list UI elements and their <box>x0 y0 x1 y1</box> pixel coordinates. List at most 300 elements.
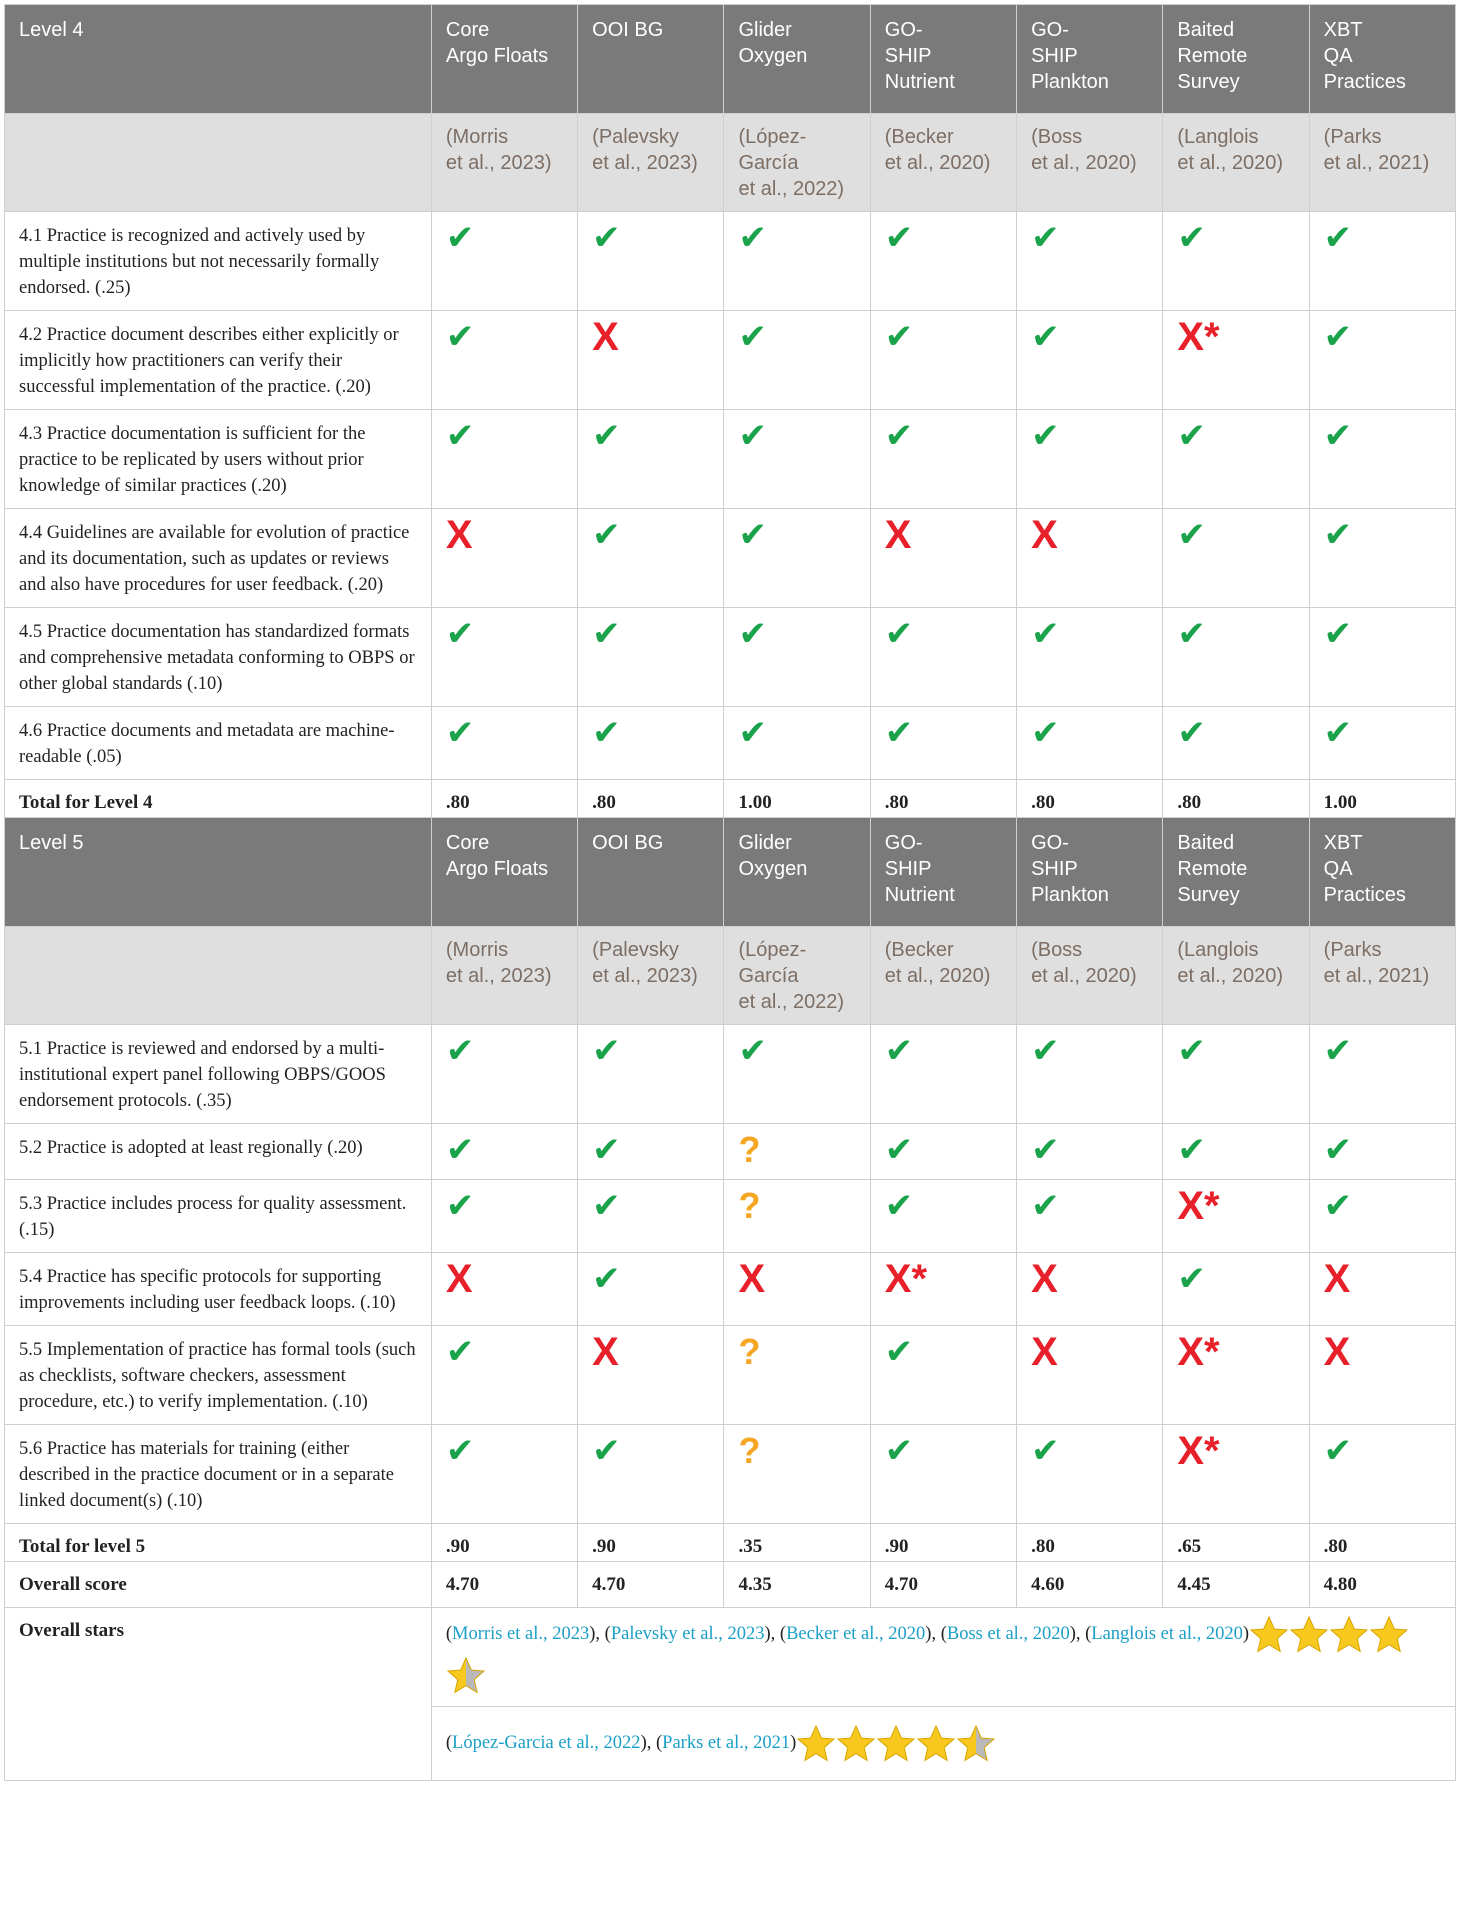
level5-title: Level 5 <box>5 818 432 927</box>
column-citation <box>1017 114 1163 212</box>
reference-link[interactable]: López-Garcia et al., 2022 <box>452 1733 641 1753</box>
criterion-mark-cell <box>724 410 870 509</box>
overall-score-value: 4.35 <box>724 1562 870 1608</box>
criterion-mark-cell <box>1309 410 1455 509</box>
column-citation <box>870 927 1016 1025</box>
check-icon: ✔ <box>445 1186 475 1226</box>
criterion-mark-cell <box>1163 1326 1309 1425</box>
criterion-mark-cell <box>431 707 577 780</box>
column-header <box>870 818 1016 927</box>
question-icon: ? <box>738 1331 761 1372</box>
column-citation <box>431 927 577 1025</box>
total-value: .80 <box>1163 780 1309 818</box>
check-icon: ✔ <box>1031 416 1060 456</box>
criterion-mark-cell <box>431 1326 577 1425</box>
citation-line: García <box>738 965 799 987</box>
column-header <box>1017 5 1163 114</box>
full-star-icon <box>796 1724 836 1764</box>
column-header <box>1017 818 1163 927</box>
check-icon: ✔ <box>884 416 914 456</box>
criterion-mark-cell <box>1017 1326 1163 1425</box>
full-star-icon <box>1369 1615 1409 1655</box>
cross-asterisk-icon: X* <box>1177 1429 1220 1473</box>
criterion-mark-cell <box>578 1180 724 1253</box>
check-icon: ✔ <box>884 1130 914 1170</box>
full-star-icon <box>1329 1615 1369 1655</box>
criterion-row <box>5 1326 1456 1425</box>
reference-link[interactable]: Boss et al., 2020 <box>946 1624 1070 1644</box>
check-icon: ✔ <box>1323 218 1353 258</box>
citation-blank <box>5 114 432 212</box>
check-icon: ✔ <box>1031 713 1060 753</box>
criterion-mark-cell <box>1163 1124 1309 1180</box>
column-header-line: Survey <box>1177 71 1240 93</box>
column-header-line: Oxygen <box>738 45 808 67</box>
check-icon: ✔ <box>1031 317 1060 357</box>
criterion-mark-cell <box>1309 1326 1455 1425</box>
check-icon: ✔ <box>884 218 914 258</box>
citation-line: et al., 2020) <box>1031 152 1137 174</box>
criterion-row <box>5 311 1456 410</box>
criterion-mark-cell <box>1309 1025 1455 1124</box>
criterion-mark-cell <box>431 1425 577 1524</box>
criterion-mark-cell <box>1309 1425 1455 1524</box>
overall-stars-label: Overall stars <box>5 1608 432 1781</box>
criterion-text: 5.3 Practice includes process for quality assessment. (.15) <box>5 1180 432 1253</box>
citation-line: et al., 2021) <box>1323 965 1430 987</box>
check-icon: ✔ <box>1031 218 1060 258</box>
column-header <box>1163 5 1309 114</box>
total-value: 1.00 <box>724 780 870 818</box>
full-star-icon <box>836 1724 876 1764</box>
criterion-mark-cell <box>578 509 724 608</box>
criterion-text: 4.6 Practice documents and metadata are machine-readable (.05) <box>5 707 432 780</box>
criterion-mark-cell <box>1163 509 1309 608</box>
criterion-mark-cell <box>1309 311 1455 410</box>
criterion-text: 5.5 Implementation of practice has formal tools (such as checklists, software checkers, assessment procedure, etc.) to verify implementation. (.10) <box>5 1326 432 1425</box>
citation-line: et al., 2023) <box>445 152 552 174</box>
citation-line: (Langlois <box>1177 939 1259 961</box>
overall-stars-row <box>5 1608 1456 1707</box>
column-citation <box>1163 114 1309 212</box>
check-icon: ✔ <box>1323 1431 1353 1471</box>
citation-line: (López- <box>738 939 807 961</box>
criterion-mark-cell <box>724 311 870 410</box>
criterion-mark-cell <box>870 1124 1016 1180</box>
full-star-icon <box>1289 1615 1329 1655</box>
column-header-line: QA <box>1323 858 1353 880</box>
criterion-mark-cell <box>431 1025 577 1124</box>
criterion-row <box>5 212 1456 311</box>
criterion-text: 5.1 Practice is reviewed and endorsed by a multi-institutional expert panel following OBPS/GOOS endorsement protocols. (.35) <box>5 1025 432 1124</box>
reference-link[interactable]: Morris et al., 2023 <box>452 1624 590 1644</box>
criterion-mark-cell <box>578 1425 724 1524</box>
cross-icon: X <box>445 1257 473 1301</box>
column-header-line: Baited <box>1177 832 1235 854</box>
criterion-mark-cell <box>1163 1180 1309 1253</box>
total-value: .80 <box>1309 1524 1455 1562</box>
citation-line: García <box>738 152 799 174</box>
citation-line: (Becker <box>884 126 954 148</box>
criterion-mark-cell <box>1163 707 1309 780</box>
cross-asterisk-icon: X* <box>884 1257 928 1301</box>
stars-group: (López-Garcia et al., 2022), (Parks et al., 2021) <box>446 1723 1441 1764</box>
column-header <box>1163 818 1309 927</box>
check-icon: ✔ <box>1323 614 1353 654</box>
cross-asterisk-icon: X* <box>1177 1184 1220 1228</box>
criterion-mark-cell <box>431 410 577 509</box>
criterion-mark-cell <box>1017 1425 1163 1524</box>
column-header-line: SHIP <box>884 858 932 880</box>
check-icon: ✔ <box>592 1130 621 1170</box>
column-header <box>1309 818 1455 927</box>
total-value: .90 <box>431 1524 577 1562</box>
total-value: .80 <box>1017 780 1163 818</box>
column-citation <box>724 114 870 212</box>
criterion-mark-cell <box>431 509 577 608</box>
level4-header-row <box>5 5 1456 114</box>
criterion-mark-cell <box>870 410 1016 509</box>
criterion-mark-cell <box>1017 212 1163 311</box>
full-star-icon <box>876 1724 916 1764</box>
total-label: Total for Level 4 <box>5 780 432 818</box>
total-value: .80 <box>870 780 1016 818</box>
criterion-mark-cell <box>1309 212 1455 311</box>
criterion-mark-cell <box>578 212 724 311</box>
total-value: .80 <box>578 780 724 818</box>
criterion-mark-cell <box>578 1124 724 1180</box>
column-header-line: Remote <box>1177 45 1248 67</box>
column-citation <box>431 114 577 212</box>
cross-asterisk-icon: X* <box>1177 1330 1220 1374</box>
column-header-line: Practices <box>1323 884 1406 906</box>
criterion-mark-cell <box>1017 1025 1163 1124</box>
criterion-mark-cell <box>1163 1025 1309 1124</box>
overall-score-label: Overall score <box>5 1562 432 1608</box>
criterion-mark-cell <box>431 608 577 707</box>
cross-icon: X <box>1323 1257 1351 1301</box>
criterion-mark-cell <box>431 1124 577 1180</box>
reference-link[interactable]: Langlois et al., 2020 <box>1091 1624 1243 1644</box>
column-header-line: QA <box>1323 45 1353 67</box>
citation-line: (Morris <box>445 939 509 961</box>
cross-icon: X <box>1031 1330 1058 1374</box>
citation-line: (Boss <box>1031 939 1083 961</box>
criterion-mark-cell <box>431 1180 577 1253</box>
criterion-mark-cell <box>870 311 1016 410</box>
check-icon: ✔ <box>445 1431 475 1471</box>
column-header-line: Argo Floats <box>445 858 549 880</box>
column-header-line: OOI BG <box>592 832 664 854</box>
citation-line: et al., 2023) <box>445 965 552 987</box>
column-header <box>578 818 724 927</box>
check-icon: ✔ <box>884 713 914 753</box>
criterion-text: 4.2 Practice document describes either explicitly or implicitly how practitioners can verify their successful implementation of the practice. (.20) <box>5 311 432 410</box>
criterion-mark-cell <box>724 707 870 780</box>
check-icon: ✔ <box>738 713 767 753</box>
column-citation <box>724 927 870 1025</box>
check-icon: ✔ <box>738 416 767 456</box>
cross-icon: X <box>1031 513 1058 557</box>
column-header <box>870 5 1016 114</box>
evaluation-table <box>4 4 1456 1781</box>
check-icon: ✔ <box>592 614 621 654</box>
stars-cell <box>431 1707 1455 1781</box>
check-icon: ✔ <box>592 713 621 753</box>
column-citation <box>1017 927 1163 1025</box>
check-icon: ✔ <box>1177 1130 1206 1170</box>
question-icon: ? <box>738 1185 761 1226</box>
citation-line: (Langlois <box>1177 126 1259 148</box>
level5-header-row <box>5 818 1456 927</box>
citation-line: et al., 2023) <box>592 965 698 987</box>
check-icon: ✔ <box>1177 1031 1206 1071</box>
column-header <box>431 5 577 114</box>
criterion-mark-cell <box>724 1253 870 1326</box>
column-header-line: GO- <box>1031 19 1069 41</box>
check-icon: ✔ <box>1031 1431 1060 1471</box>
criterion-row <box>5 410 1456 509</box>
check-icon: ✔ <box>1323 1031 1353 1071</box>
total-value: 1.00 <box>1309 780 1455 818</box>
column-header <box>724 5 870 114</box>
check-icon: ✔ <box>1323 1130 1353 1170</box>
column-header-line: Nutrient <box>884 71 955 93</box>
column-header-line: Core <box>445 832 490 854</box>
criterion-mark-cell <box>724 212 870 311</box>
check-icon: ✔ <box>445 416 475 456</box>
criterion-text: 5.6 Practice has materials for training (either described in the practice document or in a separate linked document(s) (.10) <box>5 1425 432 1524</box>
cross-icon: X <box>1323 1330 1351 1374</box>
reference-link[interactable]: Parks et al., 2021 <box>662 1733 791 1753</box>
total-value: .80 <box>431 780 577 818</box>
column-citation <box>578 927 724 1025</box>
total-value: .90 <box>578 1524 724 1562</box>
column-citation <box>578 114 724 212</box>
criterion-row <box>5 608 1456 707</box>
column-header-line: Nutrient <box>884 884 955 906</box>
criterion-mark-cell <box>724 608 870 707</box>
criterion-text: 4.5 Practice documentation has standardized formats and comprehensive metadata conforming to OBPS or other global standards (.10) <box>5 608 432 707</box>
column-header-line: Argo Floats <box>445 45 549 67</box>
criterion-mark-cell <box>578 1025 724 1124</box>
criterion-row <box>5 1025 1456 1124</box>
check-icon: ✔ <box>1323 713 1353 753</box>
criterion-text: 5.4 Practice has specific protocols for supporting improvements including user feedback loops. (.10) <box>5 1253 432 1326</box>
check-icon: ✔ <box>1031 1031 1060 1071</box>
check-icon: ✔ <box>592 416 621 456</box>
column-header-line: Survey <box>1177 884 1240 906</box>
criterion-mark-cell <box>1017 311 1163 410</box>
column-header <box>431 818 577 927</box>
column-header-line: Plankton <box>1031 71 1109 93</box>
check-icon: ✔ <box>592 515 621 555</box>
criterion-mark-cell <box>724 1425 870 1524</box>
criterion-mark-cell <box>431 1253 577 1326</box>
column-header-line: SHIP <box>1031 45 1078 67</box>
criterion-row <box>5 707 1456 780</box>
criterion-mark-cell <box>1017 707 1163 780</box>
column-citation <box>1309 114 1455 212</box>
column-header-line: Oxygen <box>738 858 808 880</box>
check-icon: ✔ <box>884 1186 914 1226</box>
overall-score-value: 4.70 <box>578 1562 724 1608</box>
check-icon: ✔ <box>884 614 914 654</box>
overall-score-value: 4.70 <box>431 1562 577 1608</box>
criterion-text: 4.4 Guidelines are available for evolution of practice and its documentation, such as updates or reviews and also have procedures for user feedback. (.20) <box>5 509 432 608</box>
check-icon: ✔ <box>1323 317 1353 357</box>
column-header-line: Core <box>445 19 490 41</box>
check-icon: ✔ <box>445 1031 475 1071</box>
overall-score-value: 4.70 <box>870 1562 1016 1608</box>
check-icon: ✔ <box>1177 416 1206 456</box>
column-header <box>1309 5 1455 114</box>
citation-line: et al., 2020) <box>884 152 991 174</box>
criterion-mark-cell <box>578 608 724 707</box>
column-header-line: Glider <box>738 832 792 854</box>
half-star-icon <box>446 1656 486 1696</box>
level4-total-row <box>5 780 1456 818</box>
criterion-mark-cell <box>870 212 1016 311</box>
total-value: .65 <box>1163 1524 1309 1562</box>
citation-line: (Parks <box>1323 939 1382 961</box>
criterion-mark-cell <box>724 1180 870 1253</box>
criterion-mark-cell <box>1163 410 1309 509</box>
total-label: Total for level 5 <box>5 1524 432 1562</box>
check-icon: ✔ <box>738 1031 767 1071</box>
criterion-text: 4.3 Practice documentation is sufficient for the practice to be replicated by users without prior knowledge of similar practices (.20) <box>5 410 432 509</box>
full-star-icon <box>1249 1615 1289 1655</box>
check-icon: ✔ <box>738 218 767 258</box>
check-icon: ✔ <box>445 1130 475 1170</box>
citation-line: et al., 2020) <box>884 965 991 987</box>
column-header-line: XBT <box>1323 19 1363 41</box>
criterion-mark-cell <box>1309 1253 1455 1326</box>
criterion-mark-cell <box>724 1025 870 1124</box>
check-icon: ✔ <box>884 317 914 357</box>
citation-line: et al., 2020) <box>1031 965 1137 987</box>
criterion-mark-cell <box>1309 1180 1455 1253</box>
criterion-mark-cell <box>724 1326 870 1425</box>
check-icon: ✔ <box>592 1031 621 1071</box>
check-icon: ✔ <box>1177 1259 1206 1299</box>
criterion-mark-cell <box>870 707 1016 780</box>
criterion-mark-cell <box>870 1253 1016 1326</box>
criterion-mark-cell <box>870 1326 1016 1425</box>
total-value: .35 <box>724 1524 870 1562</box>
check-icon: ✔ <box>884 1431 914 1471</box>
criterion-mark-cell <box>578 1253 724 1326</box>
check-icon: ✔ <box>445 218 475 258</box>
criterion-row <box>5 1253 1456 1326</box>
question-icon: ? <box>738 1129 761 1170</box>
criterion-mark-cell <box>431 212 577 311</box>
criterion-row <box>5 1425 1456 1524</box>
column-header-line: GO- <box>884 19 923 41</box>
criterion-mark-cell <box>578 707 724 780</box>
criterion-mark-cell <box>578 410 724 509</box>
citation-line: (Morris <box>445 126 509 148</box>
citation-line: et al., 2022) <box>738 178 845 200</box>
check-icon: ✔ <box>592 1186 621 1226</box>
cross-asterisk-icon: X* <box>1177 315 1220 359</box>
check-icon: ✔ <box>445 713 475 753</box>
column-header <box>578 5 724 114</box>
criterion-mark-cell <box>870 1180 1016 1253</box>
criterion-mark-cell <box>1163 608 1309 707</box>
column-header-line: SHIP <box>884 45 932 67</box>
criterion-mark-cell <box>1163 311 1309 410</box>
column-header-line: GO- <box>1031 832 1069 854</box>
level5-citation-row <box>5 927 1456 1025</box>
citation-blank <box>5 927 432 1025</box>
criterion-mark-cell <box>870 608 1016 707</box>
check-icon: ✔ <box>1031 614 1060 654</box>
stars-cell <box>431 1608 1455 1707</box>
check-icon: ✔ <box>445 1332 475 1372</box>
criterion-mark-cell <box>1309 608 1455 707</box>
criterion-mark-cell <box>1163 1425 1309 1524</box>
criterion-mark-cell <box>1309 1124 1455 1180</box>
half-star-icon <box>956 1724 996 1764</box>
check-icon: ✔ <box>884 1332 914 1372</box>
citation-line: (López- <box>738 126 807 148</box>
criterion-mark-cell <box>870 1025 1016 1124</box>
check-icon: ✔ <box>1177 515 1206 555</box>
check-icon: ✔ <box>1177 614 1206 654</box>
criterion-mark-cell <box>1017 608 1163 707</box>
criterion-mark-cell <box>1163 212 1309 311</box>
column-header-line: Practices <box>1323 71 1406 93</box>
column-header-line: XBT <box>1323 832 1363 854</box>
check-icon: ✔ <box>1177 713 1206 753</box>
column-header-line: SHIP <box>1031 858 1078 880</box>
citation-line: (Becker <box>884 939 954 961</box>
total-value: .80 <box>1017 1524 1163 1562</box>
criterion-mark-cell <box>1309 509 1455 608</box>
citation-line: (Palevsky <box>592 126 679 148</box>
overall-score-value: 4.80 <box>1309 1562 1455 1608</box>
criterion-mark-cell <box>1309 707 1455 780</box>
criterion-mark-cell <box>1017 509 1163 608</box>
stars-group: (Morris et al., 2023), (Palevsky et al., 2023), (Becker et al., 2020), (Boss et al., 2020), (Langlois et al., 2020) <box>446 1614 1441 1696</box>
citation-line: et al., 2022) <box>738 991 845 1013</box>
criterion-mark-cell <box>1017 1124 1163 1180</box>
overall-score-row <box>5 1562 1456 1608</box>
check-icon: ✔ <box>1323 416 1353 456</box>
criterion-mark-cell <box>578 1326 724 1425</box>
criterion-mark-cell <box>1163 1253 1309 1326</box>
reference-link[interactable]: Becker et al., 2020 <box>786 1624 926 1644</box>
level4-citation-row <box>5 114 1456 212</box>
criterion-mark-cell <box>724 509 870 608</box>
check-icon: ✔ <box>445 614 475 654</box>
reference-link[interactable]: Palevsky et al., 2023 <box>610 1624 765 1644</box>
check-icon: ✔ <box>738 515 767 555</box>
column-header <box>724 818 870 927</box>
column-header-line: Remote <box>1177 858 1248 880</box>
citation-line: (Parks <box>1323 126 1382 148</box>
criterion-mark-cell <box>724 1124 870 1180</box>
cross-icon: X <box>445 513 473 557</box>
check-icon: ✔ <box>592 1431 621 1471</box>
citation-line: et al., 2021) <box>1323 152 1430 174</box>
check-icon: ✔ <box>738 317 767 357</box>
citation-line: (Boss <box>1031 126 1083 148</box>
overall-score-value: 4.45 <box>1163 1562 1309 1608</box>
cross-icon: X <box>592 1330 619 1374</box>
check-icon: ✔ <box>884 1031 914 1071</box>
